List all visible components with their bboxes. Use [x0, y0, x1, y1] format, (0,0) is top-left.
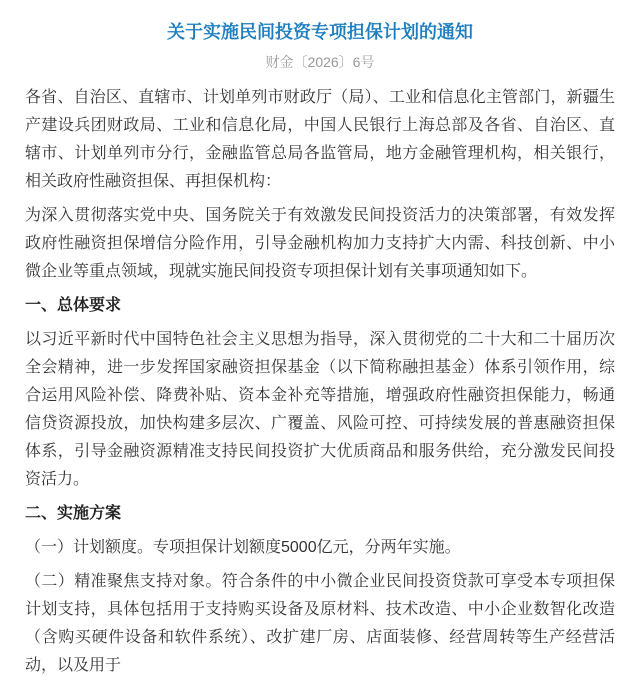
- preamble-paragraph: 为深入贯彻落实党中央、国务院关于有效激发民间投资活力的决策部署，有效发挥政府性融资担保增信分险作用，引导金融机构加力支持扩大内需、科技创新、中小微企业等重点领域，现就实施民间投资专项担保计划有关事项通知如下。: [25, 207, 615, 280]
- section-heading-implementation-plan: 二、实施方案: [25, 505, 122, 522]
- implementation-item-quota: （一）计划额度。专项担保计划额度5000亿元，分两年实施。: [25, 539, 461, 556]
- implementation-item-support-targets: （二）精准聚焦支持对象。符合条件的中小微企业民间投资贷款可享受本专项担保计划支持，具体包括用于支持购买设备及原材料、技术改造、中小企业数智化改造（含购买硬件设备和软件系统）、改扩建厂房、店面装修、经营周转等生产经营活动，以及用于: [25, 573, 615, 674]
- doc-number: 财金〔2026〕6号: [265, 54, 375, 70]
- section-general-requirements-paragraph: 以习近平新时代中国特色社会主义思想为指导，深入贯彻党的二十大和二十届历次全会精神，进一步发挥国家融资担保基金（以下简称融担基金）体系引领作用，综合运用风险补偿、降费补贴、资本金补充等措施，增强政府性融资担保能力，畅通信贷资源投放，加快构建多层次、广覆盖、风险可控、可持续发展的普惠融资担保体系，引导金融资源精准支持民间投资扩大优质商品和服务供给，充分激发民间投资活力。: [25, 331, 615, 488]
- page-title: 关于实施民间投资专项担保计划的通知: [167, 22, 473, 42]
- recipients-paragraph: 各省、自治区、直辖市、计划单列市财政厅（局）、工业和信息化主管部门，新疆生产建设兵团财政局、工业和信息化局，中国人民银行上海总部及各省、自治区、直辖市、计划单列市分行，金融监管总局各监管局，地方金融管理机构，相关银行，相关政府性融资担保、再担保机构：: [25, 89, 615, 190]
- section-heading-general-requirements: 一、总体要求: [25, 297, 122, 314]
